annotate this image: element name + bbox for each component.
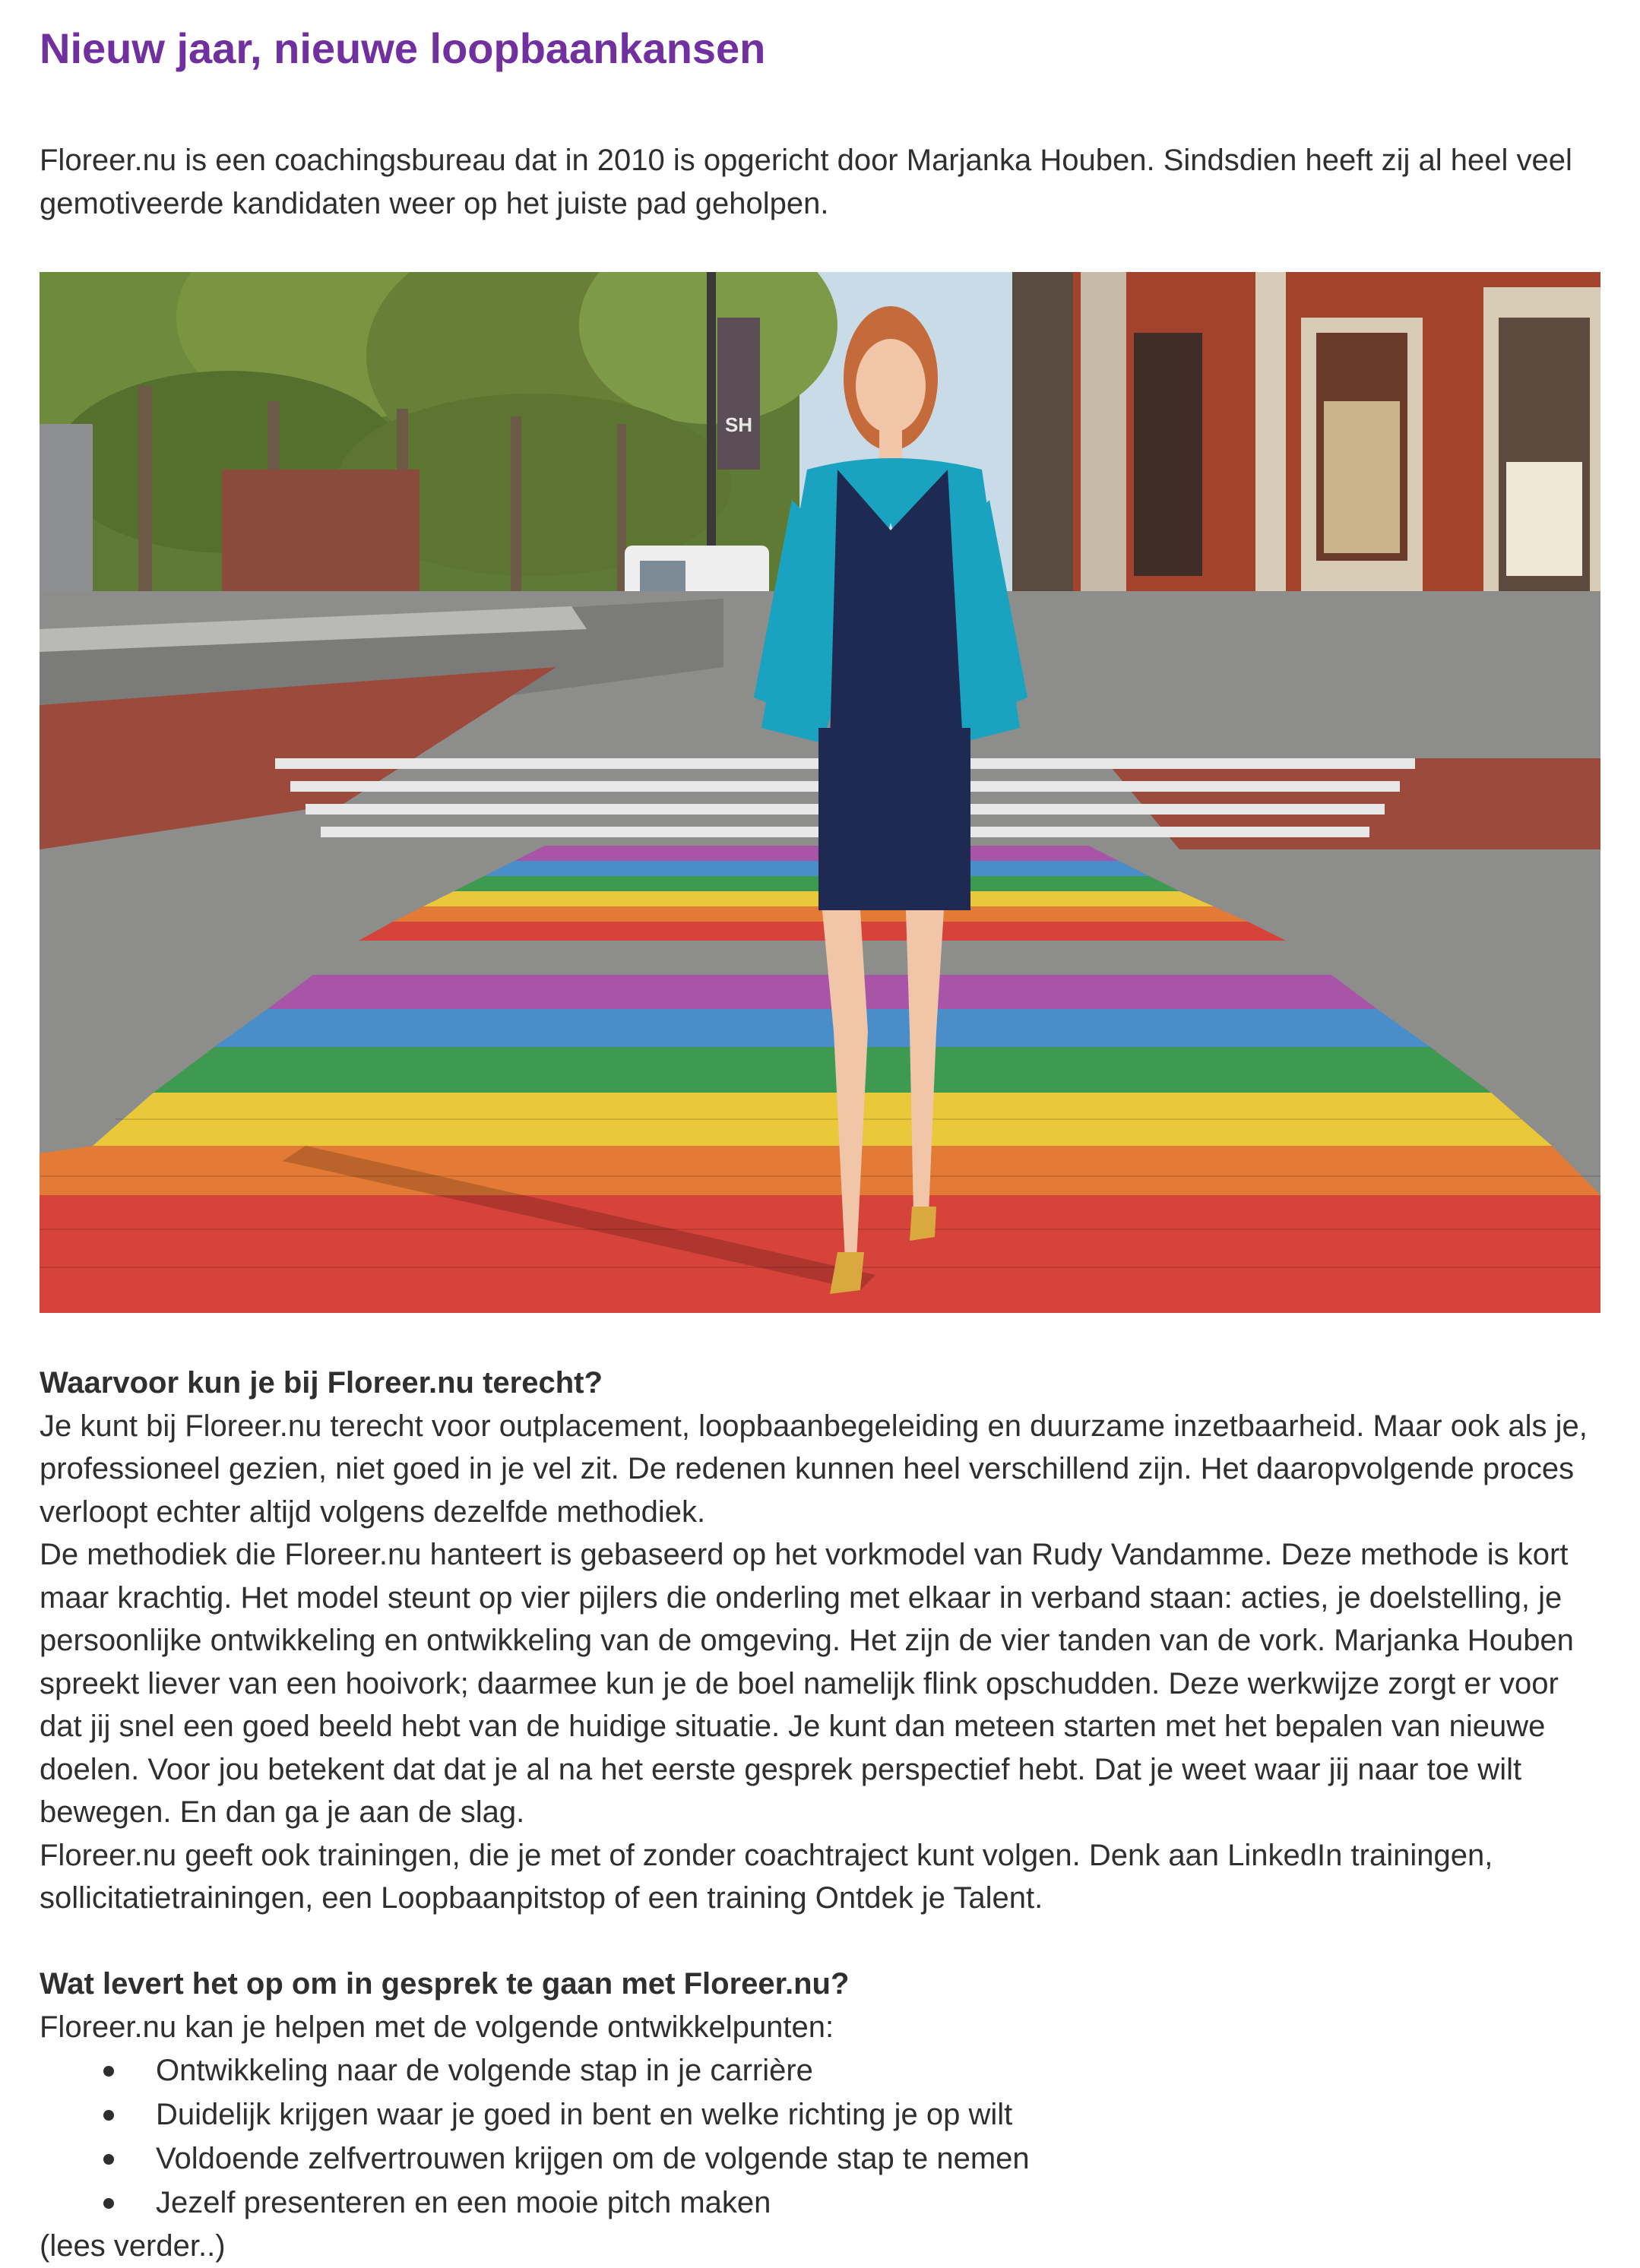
spacer bbox=[40, 1920, 1600, 1963]
list-item bbox=[40, 2137, 1600, 2181]
bullet-icon bbox=[103, 2066, 114, 2077]
page-title: Nieuw jaar, nieuwe loopbaankansen bbox=[40, 24, 766, 72]
read-more-link-wrapper bbox=[40, 2225, 1600, 2268]
bullet-list bbox=[40, 2048, 1600, 2225]
bullet-icon bbox=[103, 2198, 114, 2209]
list-item-text: Jezelf presenteren en een mooie pitch maken bbox=[156, 2186, 771, 2219]
paragraph: Je kunt bij Floreer.nu terecht voor outplacement, loopbaanbegeleiding en duurzame inzetbaarheid. Maar ook als je, professioneel gezien, niet goed in je vel zit. De redenen kunnen heel verschillend zijn. Het daaropvolgende proces verloopt echter altijd volgens dezelfde methodiek. bbox=[40, 1409, 1588, 1529]
list-item bbox=[40, 2092, 1600, 2137]
list-item bbox=[40, 2048, 1600, 2092]
banner-sign: SH bbox=[724, 413, 753, 436]
section-heading-2: Wat levert het op om in gesprek te gaan met Floreer.nu? bbox=[40, 1967, 850, 2001]
list-item-text: Duidelijk krijgen waar je goed in bent en welke richting je op wilt bbox=[156, 2098, 1013, 2131]
list-item-text: Voldoende zelfvertrouwen krijgen om de volgende stap te nemen bbox=[156, 2142, 1030, 2175]
paragraph: Floreer.nu geeft ook trainingen, die je met of zonder coachtraject kunt volgen. Denk aan LinkedIn trainingen, sollicitatietrainingen, een Loopbaanpitstop of een training Ontdek je Talent. bbox=[40, 1838, 1493, 1915]
read-more-link[interactable]: (lees verder..) bbox=[40, 2229, 226, 2263]
bullet-icon bbox=[103, 2110, 114, 2121]
list-item-text: Ontwikkeling naar de volgende stap in je carrière bbox=[156, 2054, 813, 2087]
bullet-icon bbox=[103, 2154, 114, 2165]
intro-paragraph: Floreer.nu is een coachingsbureau dat in 2010 is opgericht door Marjanka Houben. Sindsdien heeft zij al heel veel gemotiveerde kandidaten weer op het juiste pad geholpen. bbox=[40, 144, 1572, 220]
list-lead: Floreer.nu kan je helpen met de volgende ontwikkelpunten: bbox=[40, 2010, 834, 2044]
paragraph: De methodiek die Floreer.nu hanteert is gebaseerd op het vorkmodel van Rudy Vandamme. Deze methode is kort maar krachtig. Het model steunt op vier pijlers die onderling met elkaar in verband staan: acties, je doelstelling, je persoonlijke ontwikkeling en ontwikkeling van de omgeving. Het zijn de vier tanden van de vork. Marjanka Houben spreekt liever van een hooivork; daarmee kun je de boel namelijk flink opschudden. Deze werkwijze zorgt er voor dat jij snel een goed beeld hebt van de huidige situatie. Je kunt dan meteen starten met het bepalen van nieuwe doelen. Voor jou betekent dat dat je al na het eerste gesprek perspectief hebt. Dat je weet waar jij naar toe wilt bewegen. En dan ga je aan de slag. bbox=[40, 1538, 1574, 1829]
article-photo bbox=[40, 272, 1600, 1313]
article-body bbox=[40, 1362, 1600, 2268]
section-heading-1: Waarvoor kun je bij Floreer.nu terecht? bbox=[40, 1366, 603, 1400]
list-item bbox=[40, 2181, 1600, 2225]
